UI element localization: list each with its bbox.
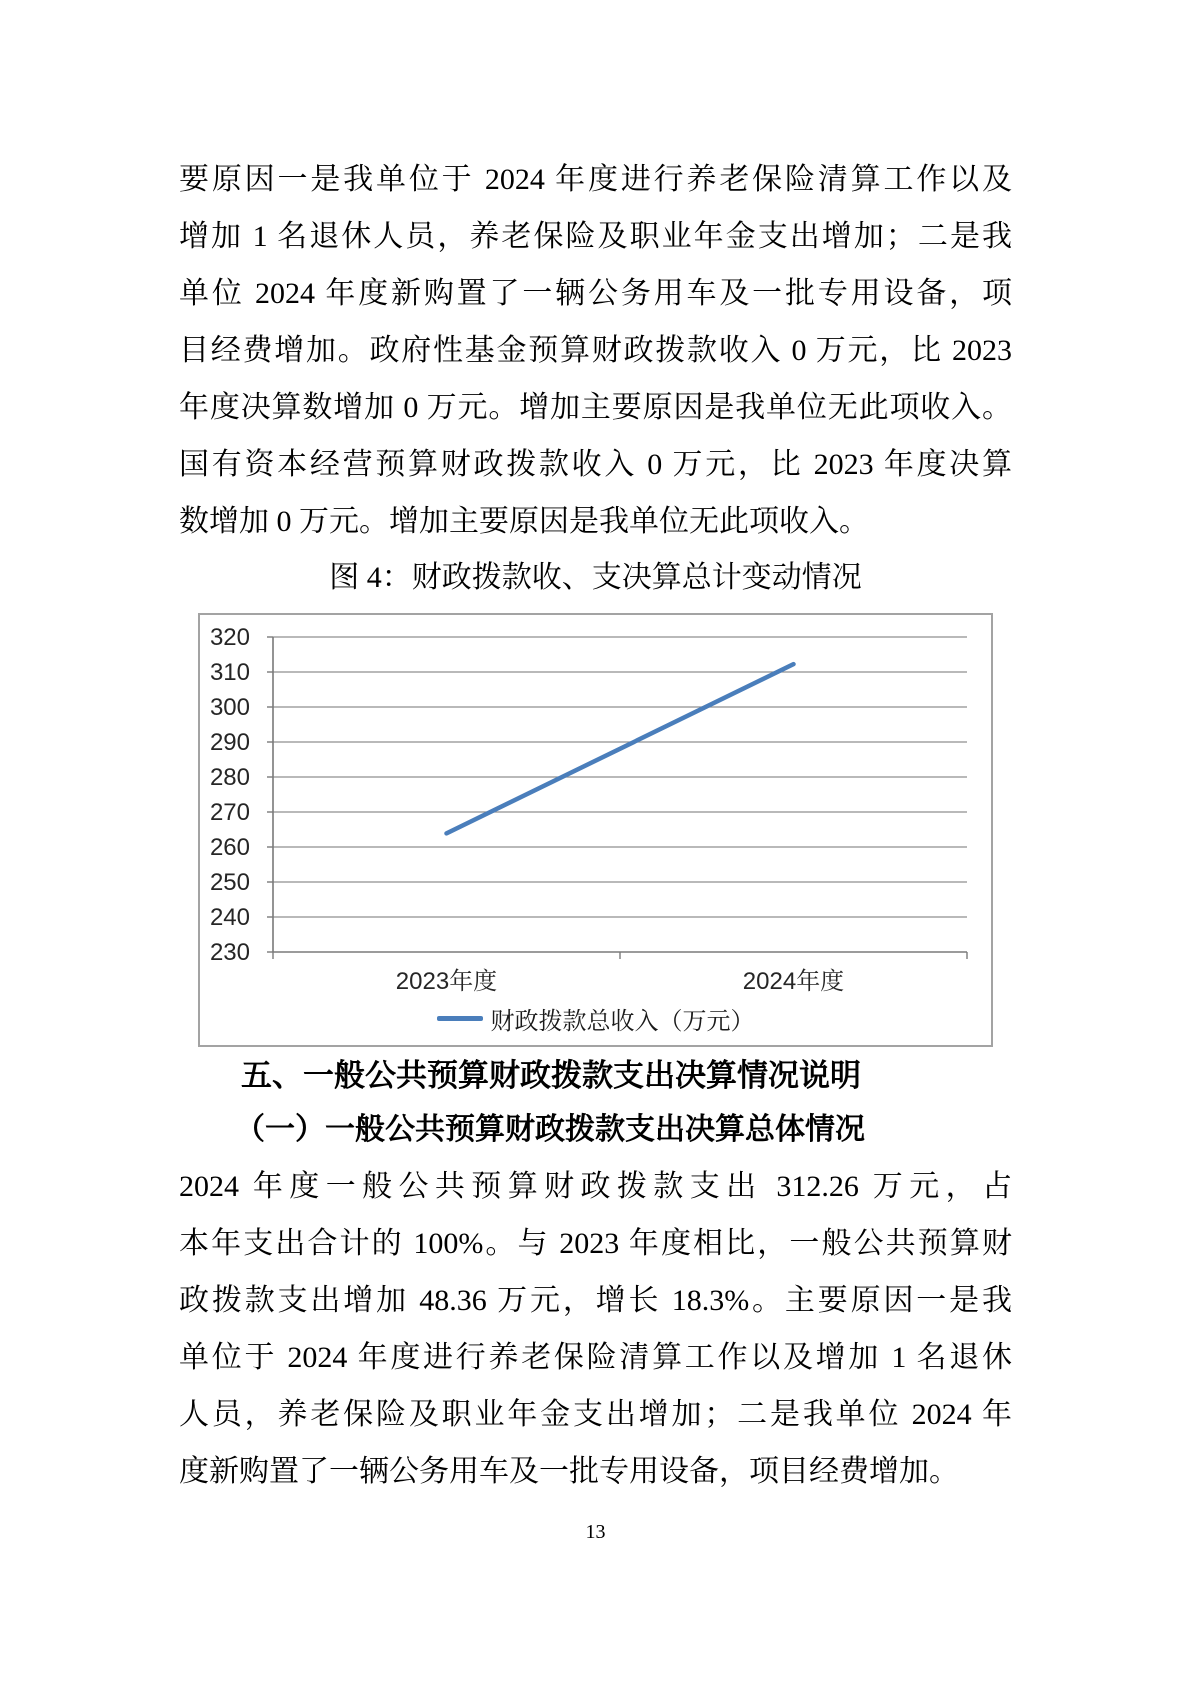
text-line: 国有资本经营预算财政拨款收入 0 万元，比 2023 年度决算 [179, 448, 1012, 481]
text-line: 2024 年度一般公共预算财政拨款支出 312.26 万元，占 [179, 1170, 1012, 1203]
figure-chart [198, 613, 993, 1047]
svg-text:300: 300 [209, 694, 250, 721]
x-category-labels [396, 968, 844, 995]
text-line: 本年支出合计的 100%。与 2023 年度相比，一般公共预算财 [179, 1227, 1012, 1260]
legend-label: 财政拨款总收入（万元） [490, 1008, 755, 1035]
chart-legend [200, 1001, 991, 1036]
legend-line-sample-icon [437, 1016, 483, 1021]
svg-text:310: 310 [209, 659, 250, 686]
text-line: 年度决算数增加 0 万元。增加主要原因是我单位无此项收入。 [179, 391, 1012, 424]
chart-svg [200, 615, 991, 1045]
text-line: 单位于 2024 年度进行养老保险清算工作以及增加 1 名退休 [179, 1341, 1012, 1374]
series-line [447, 664, 794, 833]
svg-text:250: 250 [209, 869, 250, 896]
svg-text:230: 230 [209, 939, 250, 966]
text-line: 数增加 0 万元。增加主要原因是我单位无此项收入。 [179, 505, 869, 538]
text-line: 人员，养老保险及职业年金支出增加；二是我单位 2024 年 [179, 1398, 1012, 1431]
section-heading: 五、一般公共预算财政拨款支出决算情况说明 [241, 1058, 861, 1093]
y-gridlines [273, 637, 967, 917]
svg-text:280: 280 [209, 764, 250, 791]
svg-text:260: 260 [209, 834, 250, 861]
page-number: 13 [585, 1521, 606, 1543]
svg-text:320: 320 [209, 624, 250, 651]
svg-text:240: 240 [209, 904, 250, 931]
text-line: 政拨款支出增加 48.36 万元，增长 18.3%。主要原因一是我 [179, 1284, 1012, 1317]
text-line: 度新购置了一辆公务用车及一批专用设备，项目经费增加。 [179, 1455, 959, 1488]
svg-text:290: 290 [209, 729, 250, 756]
y-tick-labels [210, 624, 250, 966]
svg-text:270: 270 [209, 799, 250, 826]
paragraph-top [179, 151, 1012, 550]
text-line: 目经费增加。政府性基金预算财政拨款收入 0 万元，比 2023 [179, 334, 1012, 367]
svg-text:2024年度: 2024年度 [742, 968, 845, 995]
text-line: 增加 1 名退休人员，养老保险及职业年金支出增加；二是我 [179, 220, 1012, 253]
axis-ticks [267, 637, 273, 952]
section-subheading: （一）一般公共预算财政拨款支出决算总体情况 [235, 1113, 865, 1146]
text-line: 要原因一是我单位于 2024 年度进行养老保险清算工作以及 [179, 163, 1012, 196]
text-line: 单位 2024 年度新购置了一辆公务用车及一批专用设备，项 [179, 277, 1012, 310]
figure-caption: 图 4：财政拨款收、支决算总计变动情况 [329, 561, 862, 594]
paragraph-body [179, 1158, 1012, 1500]
svg-text:2023年度: 2023年度 [395, 968, 498, 995]
